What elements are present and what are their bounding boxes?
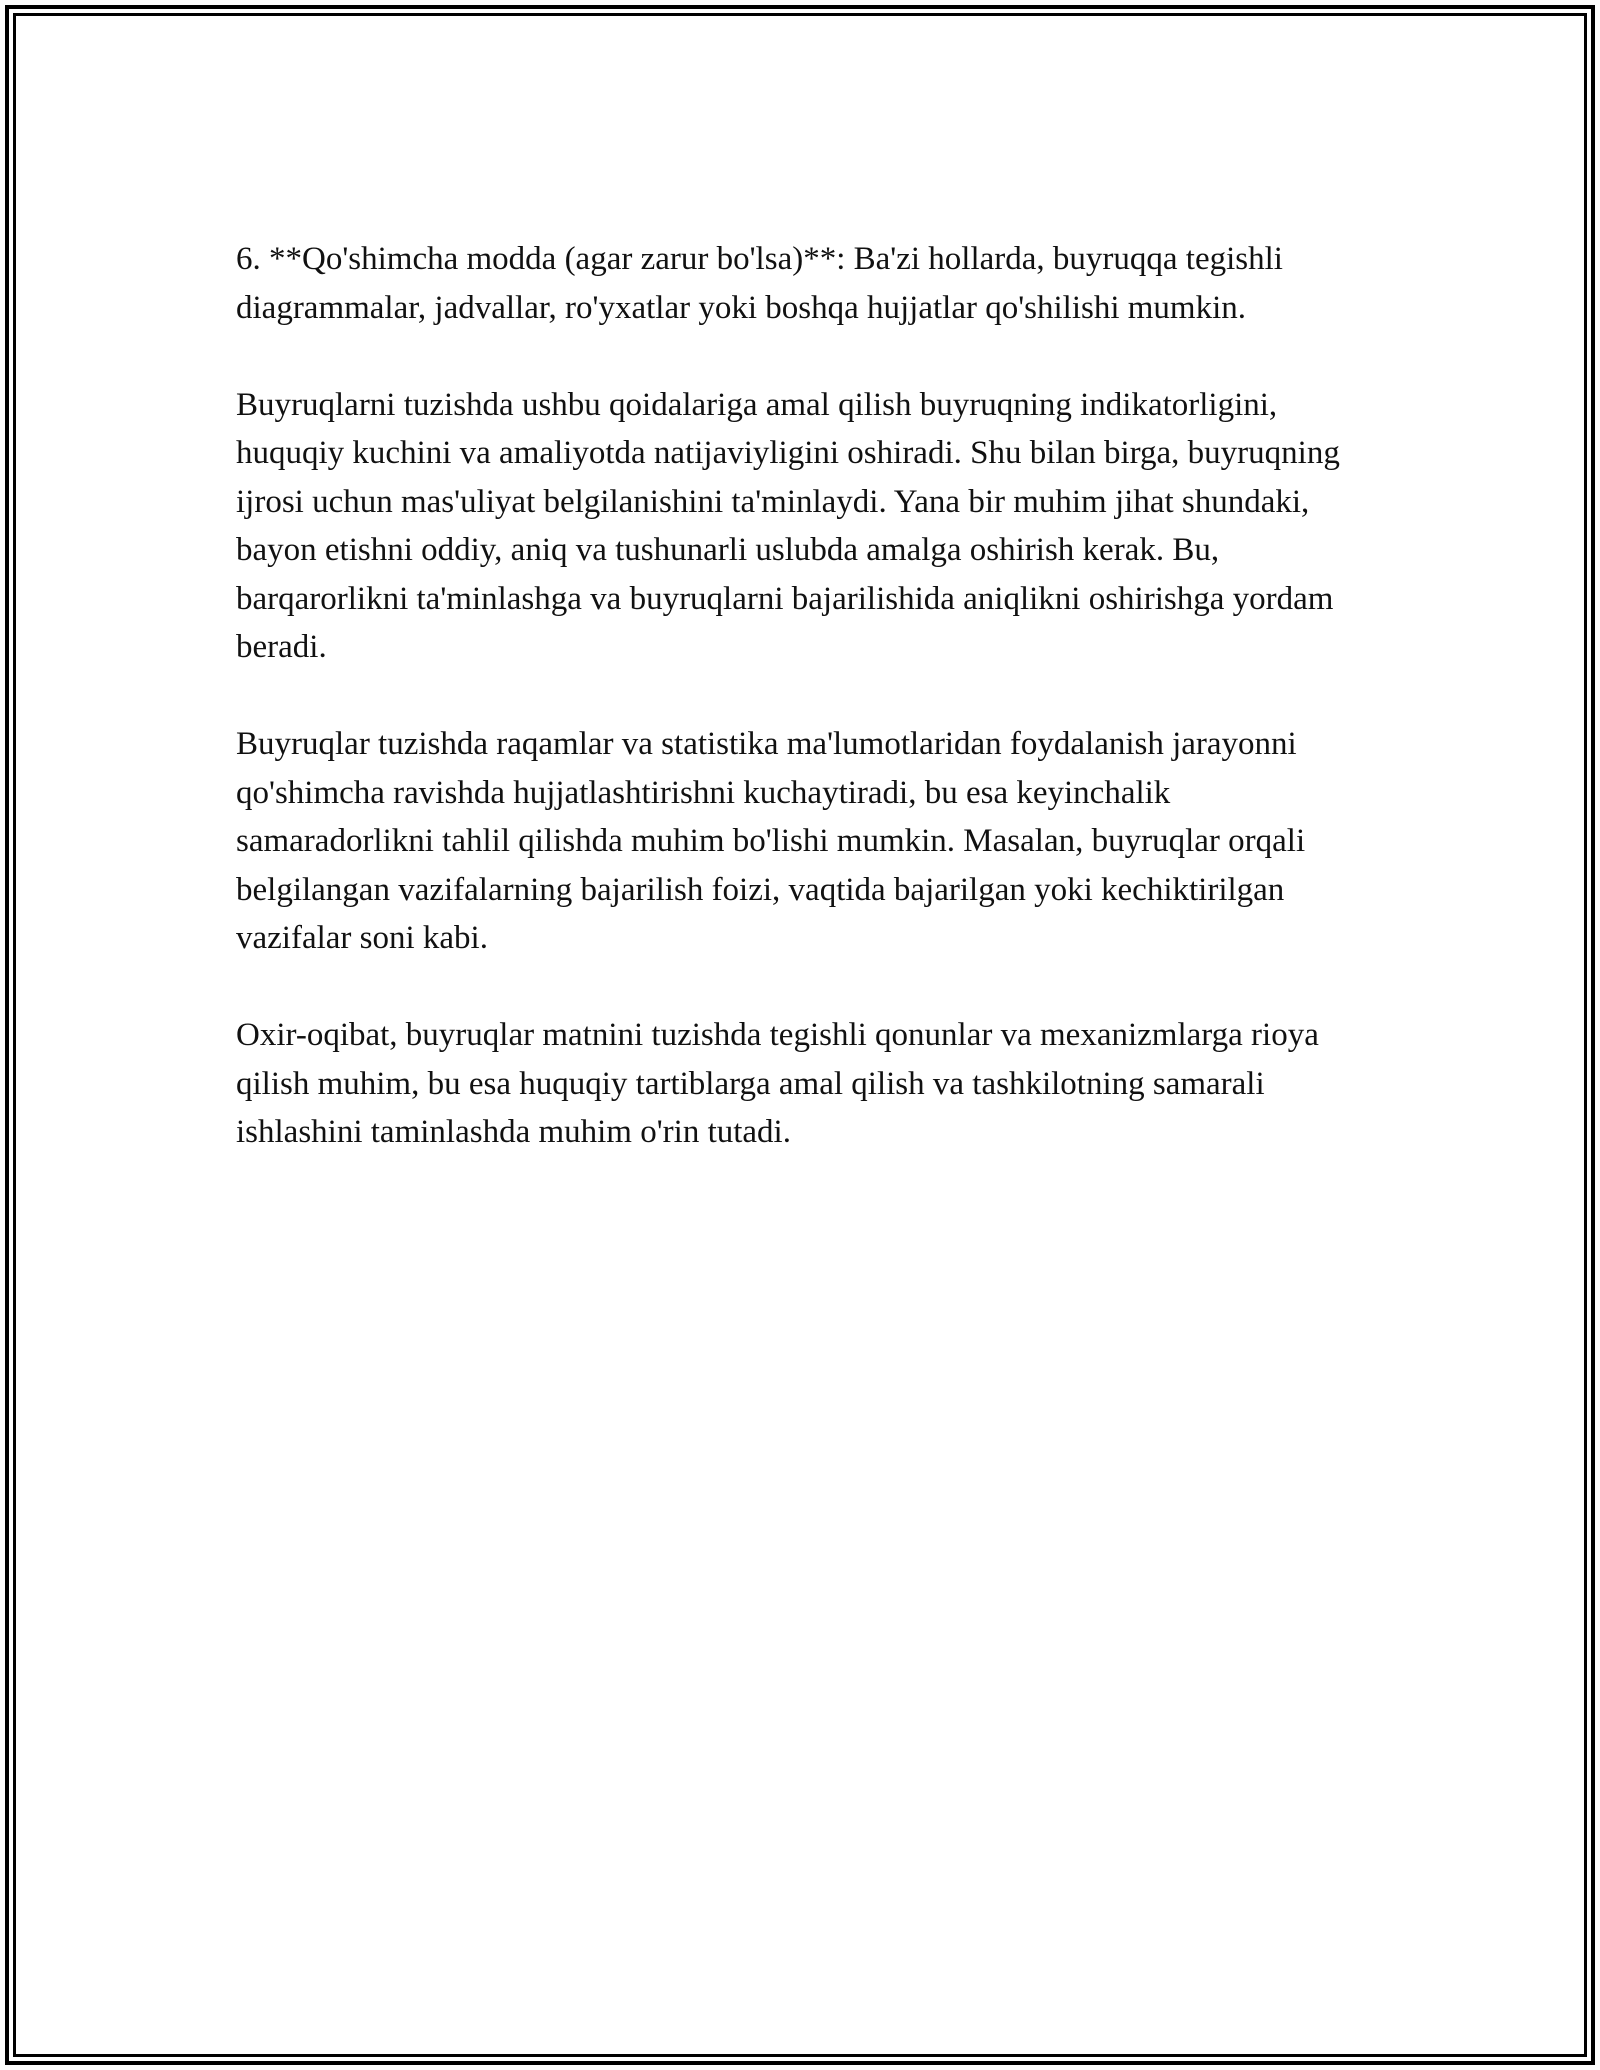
paragraph-3: Buyruqlar tuzishda raqamlar va statistika ma'lumotlaridan foydalanish jarayonni qo'shimcha ravishda hujjatlashtirishni kuchaytiradi, bu esa keyinchalik samaradorlikni tahlil qilishda muhim bo'lishi mumkin. Masalan, buyruqlar orqali belgilangan vazifalarning bajarilish foizi, vaqtida bajarilgan yoki kechiktirilgan vazifalar soni kabi. bbox=[236, 726, 1306, 956]
document-body bbox=[236, 235, 1364, 1205]
paragraph-4: Oxir-oqibat, buyruqlar matnini tuzishda tegishli qonunlar va mexanizmlarga rioya qilish muhim, bu esa huquqiy tartiblarga amal qilish va tashkilotning samarali ishlashini taminlashda muhim o'rin tutadi. bbox=[236, 1017, 1319, 1150]
paragraph-1: 6. **Qo'shimcha modda (agar zarur bo'lsa)**: Ba'zi hollarda, buyruqqa tegishli diagrammalar, jadvallar, ro'yxatlar yoki boshqa hujjatlar qo'shilishi mumkin. bbox=[236, 241, 1283, 326]
paragraph-2: Buyruqlarni tuzishda ushbu qoidalariga amal qilish buyruqning indikatorligini, huquqiy kuchini va amaliyotda natijaviyligini oshiradi. Shu bilan birga, buyruqning ijrosi uchun mas'uliyat belgilanishini ta'minlaydi. Yana bir muhim jihat shundaki, bayon etishni oddiy, aniq va tushunarli uslubda amalga oshirish kerak. Bu, barqarorlikni ta'minlashga va buyruqlarni bajarilishida aniqlikni oshirishga yordam beradi. bbox=[236, 386, 1340, 665]
